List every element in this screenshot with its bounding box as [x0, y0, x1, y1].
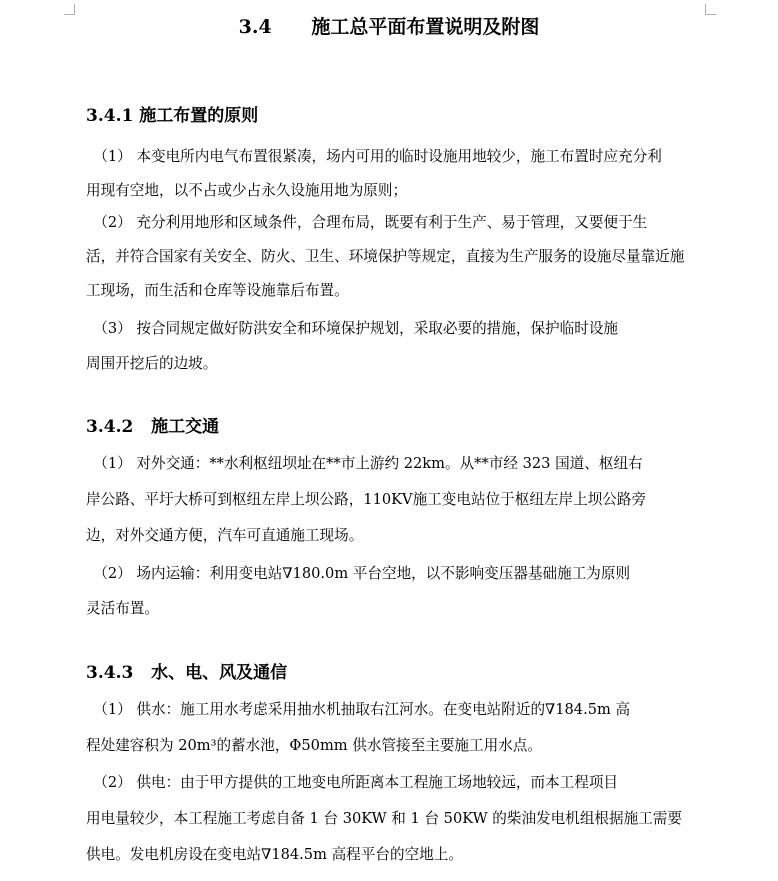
- paragraph-line: 岸公路、平圩大桥可到枢纽左岸上坝公路，110KV施工变电站位于枢纽左岸上坝公路旁: [86, 491, 647, 508]
- paragraph-line: 用现有空地，以不占或少占永久设施用地为原则；: [86, 182, 408, 199]
- section-heading-3-4-3: 3.4.3 水、电、风及通信: [86, 663, 288, 683]
- paragraph-line: 程处建容积为 20m³的蓄水池，Φ50mm 供水管接至主要施工用水点。: [86, 737, 542, 754]
- paragraph-line: 供电。发电机房设在变电站∇184.5m 高程平台的空地上。: [86, 846, 463, 863]
- section-heading-3-4-1: 3.4.1 施工布置的原则: [86, 106, 259, 126]
- paragraph-line: （3） 按合同规定做好防洪安全和环境保护规划，采取必要的措施，保护临时设施: [86, 320, 619, 337]
- paragraph-line: （1） 本变电所内电气布置很紧凑，场内可用的临时设施用地较少，施工布置时应充分利: [86, 148, 662, 165]
- paragraph-line: 边，对外交通方便，汽车可直通施工现场。: [86, 527, 364, 544]
- paragraph-line: 周围开挖后的边坡。: [86, 355, 218, 372]
- paragraph-line: （2） 充分利用地形和区域条件，合理布局，既要有利于生产、易于管理，又要便于生: [86, 214, 648, 231]
- paragraph-line: 活，并符合国家有关安全、防火、卫生、环境保护等规定，直接为生产服务的设施尽量靠近施: [86, 248, 685, 265]
- paragraph-line: （1） 供水：施工用水考虑采用抽水机抽取右江河水。在变电站附近的∇184.5m 高: [86, 701, 631, 718]
- paragraph-line: 工现场，而生活和仓库等设施靠后布置。: [86, 282, 349, 299]
- paragraph-line: （2） 供电：由于甲方提供的工地变电所距离本工程施工场地较远，而本工程项目: [86, 774, 619, 791]
- paragraph-line: 灵活布置。: [86, 600, 159, 617]
- paragraph-line: 用电量较少，本工程施工考虑自备 1 台 30KW 和 1 台 50KW 的柴油发电机组根据施工需要: [86, 810, 682, 827]
- paragraph-line: （2） 场内运输：利用变电站∇180.0m 平台空地，以不影响变压器基础施工为原则: [86, 565, 631, 582]
- section-heading-3-4-2: 3.4.2 施工交通: [86, 417, 220, 437]
- paragraph-line: （1） 对外交通：**水利枢纽坝址在**市上游约 22km。从**市经 323 国道、枢纽右: [86, 455, 643, 472]
- section-title: 3.4 施工总平面布置说明及附图: [238, 16, 540, 38]
